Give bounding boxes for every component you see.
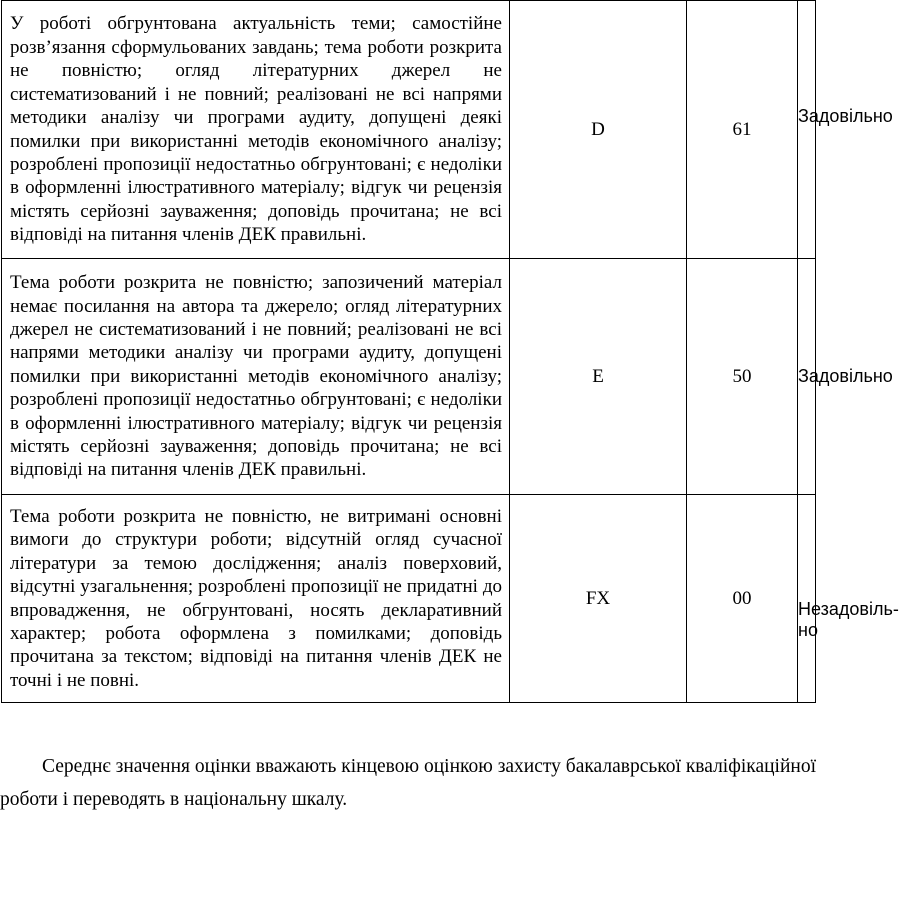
national-grade-line: но xyxy=(798,620,818,640)
national-grade-cell xyxy=(798,495,899,703)
score-cell: 00 xyxy=(687,495,798,703)
table-row xyxy=(2,1,816,259)
score-cell: 50 xyxy=(687,259,798,495)
ects-grade-cell: E xyxy=(510,259,687,495)
national-grade-cell: Задовільно xyxy=(798,1,816,259)
ects-grade-cell: FX xyxy=(510,495,687,703)
criteria-cell: У роботі обгрунтована актуальність теми; самостійне розв’язання сформульованих завдань; тема роботи розкрита не повністю; огляд літературних джерел не систематизований і не повний; реалізовані не всі напрями методики аналізу чи програми аудиту, допущені деякі помилки при використанні методів економічного аналізу; розроблені пропозиції недостатньо обгрунтовані; є недоліки в оформленні ілюстративного матеріалу; відгук чи рецензія містять серйозні зауваження; доповідь прочитана; не всі відповіді на питання членів ДЕК правильні. xyxy=(2,1,510,259)
criteria-cell: Тема роботи розкрита не повністю; запозичений матеріал немає посилання на автора та джерело; огляд літературних джерел не систематизований і не повний; реалізовані не всі напрями методики аналізу чи програми аудиту, допущені помилки при використанні методів економічного аналізу; розроблені пропозиції недостатньо обгрунтовані; є недоліки в оформленні ілюстративного матеріалу; відгук чи рецензія містять серйозні зауваження; доповідь прочитана; не всі відповіді на питання членів ДЕК правильні. xyxy=(2,259,510,495)
grading-table xyxy=(1,0,899,703)
ects-grade-cell: D xyxy=(510,1,687,259)
table-row xyxy=(2,259,816,495)
national-grade-cell: Задовільно xyxy=(798,259,816,495)
score-cell: 61 xyxy=(687,1,798,259)
national-grade-line: Незадовіль- xyxy=(798,599,899,619)
criteria-cell: Тема роботи розкрита не повністю, не витримані основні вимоги до структури роботи; відсутній огляд сучасної літератури за темою дослідження; аналіз поверховий, відсутні узагальнення; розроблені пропозиції не придатні до впровадження, не обгрунтовані, носять декларативний характер; робота оформлена з помилками; доповідь прочитана за текстом; відповіді на питання членів ДЕК не точні і не повні. xyxy=(2,495,510,703)
table-row xyxy=(2,495,816,703)
closing-paragraph: Середнє значення оцінки вважають кінцевою оцінкою захисту бакалаврської кваліфікаційної роботи і переводять в національну шкалу. xyxy=(0,755,816,810)
